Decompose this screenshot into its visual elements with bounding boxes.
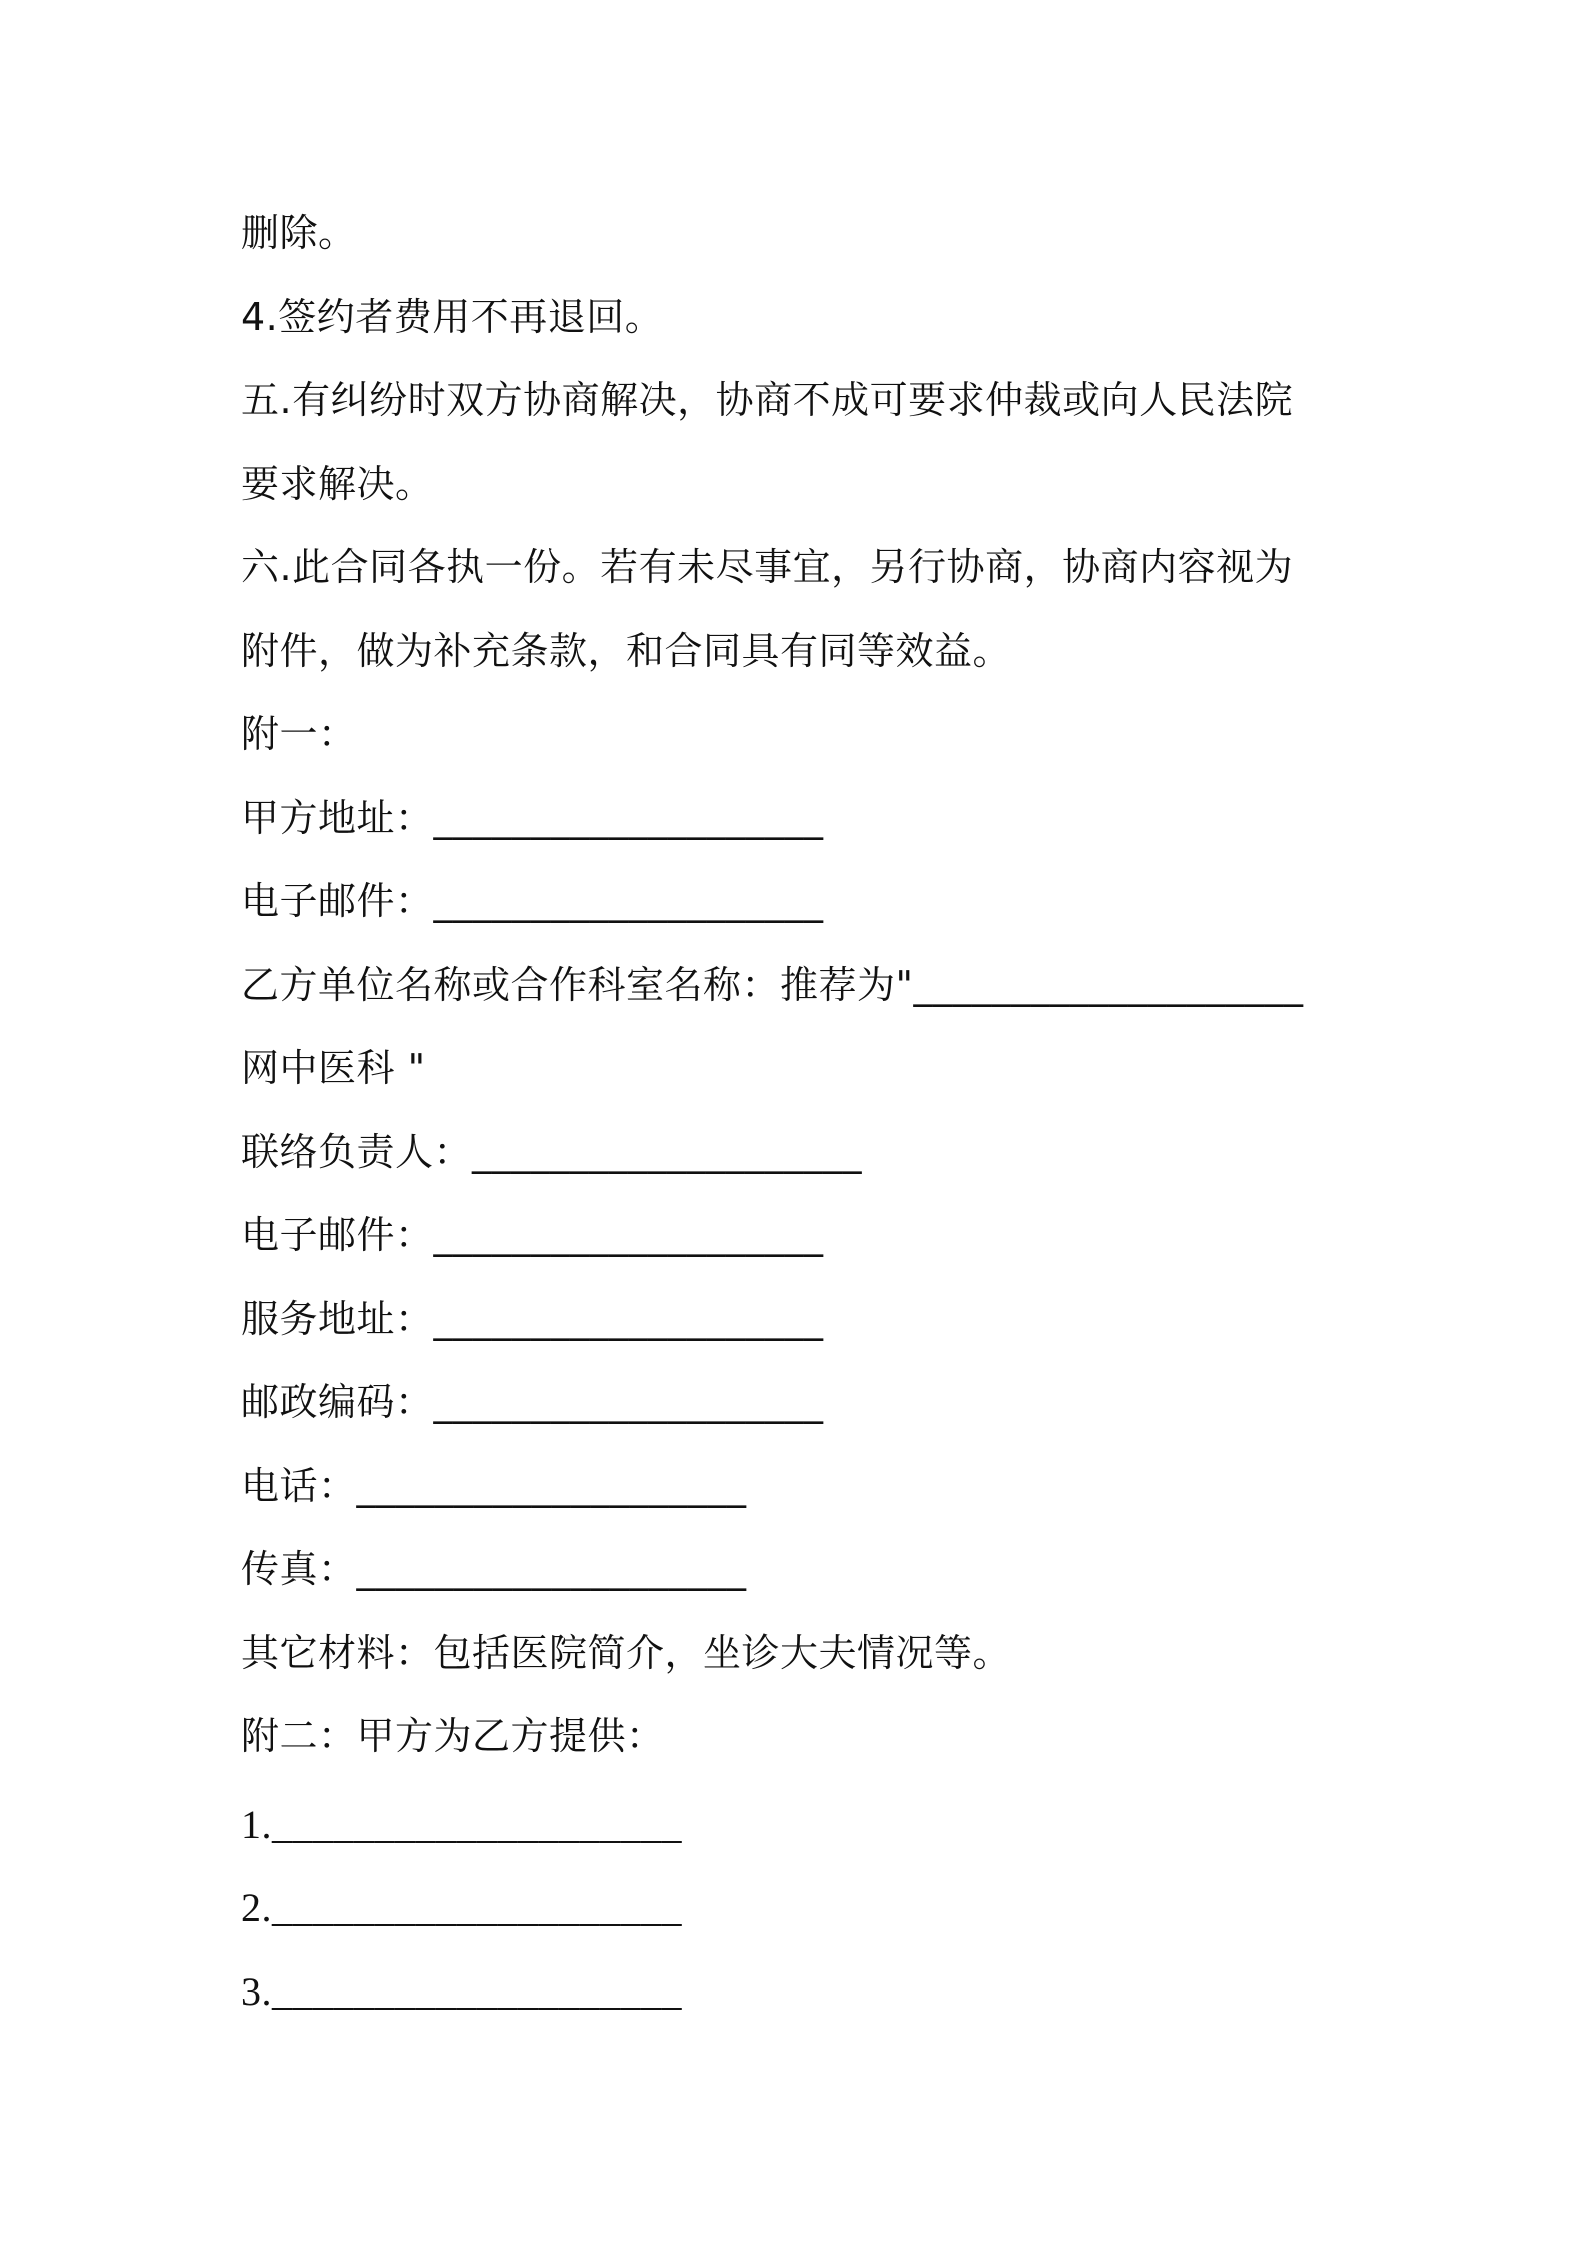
text-line-appendix-one-heading: 附一： — [241, 712, 357, 756]
field-service-address: 服务地址：____________________ — [241, 1296, 824, 1341]
text-line-clause-4: 4.签约者费用不再退回。 — [241, 294, 664, 339]
field-party-a-email: 电子邮件：____________________ — [241, 879, 824, 923]
text-line-continuation-delete: 删除。 — [241, 211, 357, 255]
field-postal-code: 邮政编码：____________________ — [241, 1380, 824, 1424]
field-phone: 电话：____________________ — [241, 1463, 747, 1508]
field-provided-item-3: 3.____________________ — [241, 1968, 682, 2014]
text-line-clause-six-cont: 附件，做为补充条款，和合同具有同等效益。 — [241, 628, 1012, 673]
text-line-appendix-two-heading: 附二：甲方为乙方提供： — [241, 1714, 665, 1758]
text-line-clause-five: 五.有纠纷时双方协商解决，协商不成可要求仲裁或向人民法院 — [241, 378, 1294, 422]
text-line-clause-six: 六.此合同各执一份。若有未尽事宜，另行协商，协商内容视为 — [241, 545, 1294, 589]
field-party-b-unit-name: 乙方单位名称或合作科室名称：推荐为"____________________ — [241, 962, 1304, 1007]
field-provided-item-1: 1.____________________ — [241, 1801, 682, 1847]
field-fax: 传真：____________________ — [241, 1547, 747, 1591]
field-party-a-address: 甲方地址：____________________ — [241, 795, 824, 840]
document-body — [241, 192, 1361, 2033]
text-line-clause-five-cont: 要求解决。 — [241, 461, 434, 506]
field-party-b-email: 电子邮件：____________________ — [241, 1213, 824, 1257]
field-party-b-unit-name-cont: 网中医科 " — [241, 1046, 426, 1090]
field-provided-item-2: 2.____________________ — [241, 1885, 682, 1930]
text-line-other-materials: 其它材料：包括医院简介，坐诊大夫情况等。 — [241, 1630, 1012, 1675]
field-contact-person: 联络负责人：____________________ — [241, 1129, 863, 1174]
